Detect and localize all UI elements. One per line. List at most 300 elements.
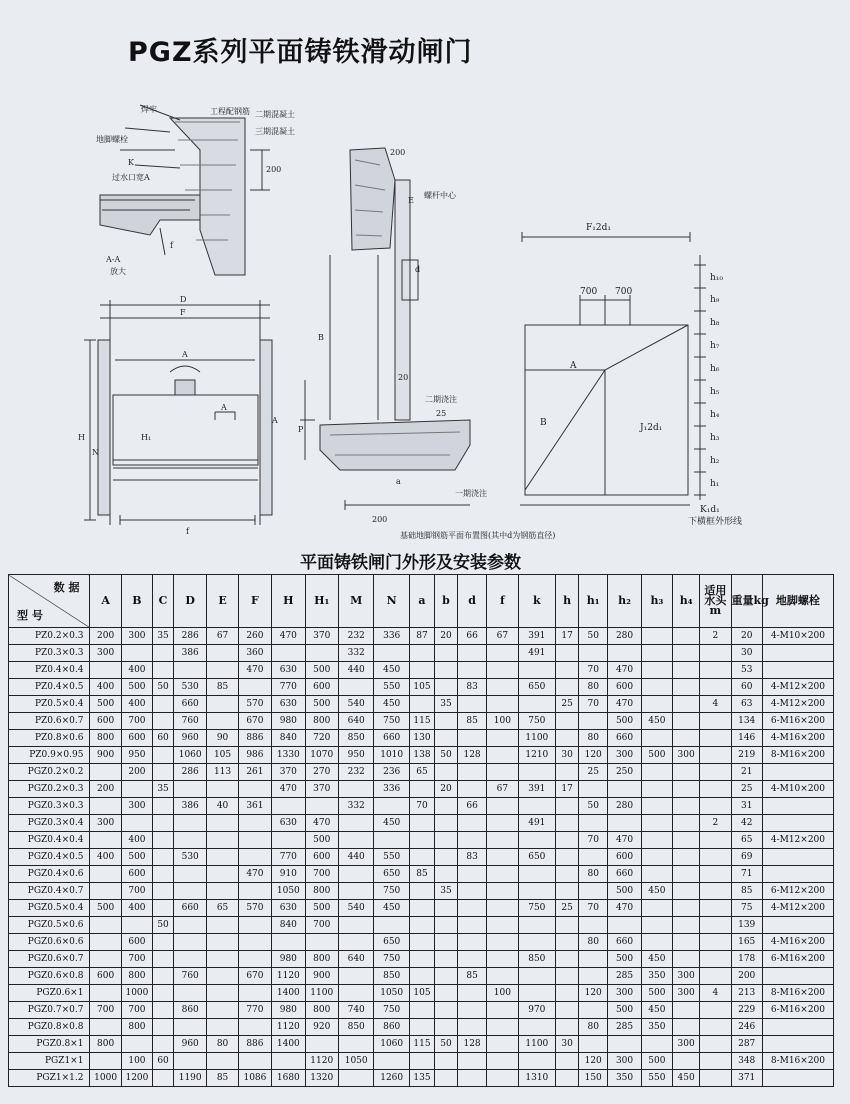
table-cell: 50 <box>153 917 174 934</box>
table-cell: 470 <box>238 866 271 883</box>
table-cell <box>673 679 700 696</box>
spec-table <box>8 574 834 1087</box>
label-f: f <box>170 241 173 250</box>
table-cell: 370 <box>305 628 338 645</box>
table-row <box>9 1053 834 1070</box>
table-cell: 286 <box>173 628 206 645</box>
table-cell: 4 <box>700 696 731 713</box>
table-cell <box>579 1002 608 1019</box>
table-row <box>9 985 834 1002</box>
table-cell <box>409 1002 434 1019</box>
table-cell: 500 <box>305 832 338 849</box>
table-cell <box>641 815 672 832</box>
table-cell <box>556 985 579 1002</box>
label-20: 20 <box>398 373 409 382</box>
model-cell: PGZ0.2×0.2 <box>9 764 90 781</box>
label-stem-center: 螺杆中心 <box>424 191 456 200</box>
table-cell: 850 <box>338 730 374 747</box>
table-cell: 350 <box>641 1019 672 1036</box>
table-cell: 760 <box>173 713 206 730</box>
table-cell: 640 <box>338 713 374 730</box>
table-cell: 640 <box>338 951 374 968</box>
header-col: d <box>457 575 486 628</box>
table-cell <box>409 968 434 985</box>
table-cell <box>153 832 174 849</box>
table-cell: 280 <box>608 798 641 815</box>
table-cell: 600 <box>90 968 121 985</box>
table-cell: 900 <box>90 747 121 764</box>
table-cell: 138 <box>409 747 434 764</box>
table-cell <box>435 645 458 662</box>
table-cell: 1120 <box>305 1053 338 1070</box>
table-cell: 720 <box>305 730 338 747</box>
table-cell: 800 <box>121 968 152 985</box>
label-d-top: D <box>180 295 187 304</box>
table-cell: 40 <box>207 798 238 815</box>
table-cell: 70 <box>579 900 608 917</box>
table-cell: 1000 <box>121 985 152 1002</box>
table-cell: 570 <box>238 696 271 713</box>
table-cell: 69 <box>731 849 762 866</box>
table-cell: 53 <box>731 662 762 679</box>
table-cell: 71 <box>731 866 762 883</box>
table-cell <box>556 968 579 985</box>
table-cell <box>518 968 556 985</box>
table-cell: 80 <box>579 934 608 951</box>
table-cell: 120 <box>579 747 608 764</box>
label-concrete-3: 三期混凝土 <box>255 127 295 136</box>
table-cell <box>207 985 238 1002</box>
table-cell: 80 <box>579 1019 608 1036</box>
table-cell <box>238 985 271 1002</box>
table-cell: 910 <box>272 866 305 883</box>
table-cell: 200 <box>90 781 121 798</box>
table-cell: 550 <box>641 1070 672 1087</box>
table-cell <box>487 866 518 883</box>
table-cell: 65 <box>731 832 762 849</box>
table-cell: 4-M12×200 <box>762 679 833 696</box>
table-cell: 800 <box>305 713 338 730</box>
table-cell <box>700 951 731 968</box>
table-cell: 400 <box>90 849 121 866</box>
table-cell: 700 <box>305 866 338 883</box>
table-cell <box>457 815 486 832</box>
model-cell: PZ0.8×0.6 <box>9 730 90 747</box>
label-enlarged: 放大 <box>110 267 126 276</box>
table-cell: 300 <box>90 815 121 832</box>
table-cell: 30 <box>556 1036 579 1053</box>
table-cell: 1120 <box>272 968 305 985</box>
table-cell <box>700 934 731 951</box>
table-cell <box>762 866 833 883</box>
table-cell <box>556 1002 579 1019</box>
table-cell: 400 <box>121 696 152 713</box>
table-cell <box>579 968 608 985</box>
table-cell <box>238 883 271 900</box>
table-cell: 1120 <box>272 1019 305 1036</box>
table-cell <box>238 1019 271 1036</box>
table-cell: 115 <box>409 1036 434 1053</box>
table-cell: 232 <box>338 764 374 781</box>
front-elevation-drawing <box>84 300 272 525</box>
table-cell <box>579 781 608 798</box>
table-cell: 35 <box>435 883 458 900</box>
table-cell: 105 <box>207 747 238 764</box>
table-cell: 90 <box>207 730 238 747</box>
engineering-drawings <box>0 0 850 545</box>
table-row <box>9 628 834 645</box>
table-cell: 31 <box>731 798 762 815</box>
table-cell: 450 <box>374 696 410 713</box>
table-cell <box>673 1053 700 1070</box>
table-cell <box>238 951 271 968</box>
table-cell <box>487 662 518 679</box>
table-cell: 1310 <box>518 1070 556 1087</box>
table-row <box>9 1036 834 1053</box>
table-cell <box>579 883 608 900</box>
table-cell <box>435 900 458 917</box>
table-cell: 287 <box>731 1036 762 1053</box>
table-cell <box>90 764 121 781</box>
table-cell: 700 <box>90 1002 121 1019</box>
table-cell: 600 <box>90 713 121 730</box>
table-cell: 400 <box>121 900 152 917</box>
table-cell <box>153 713 174 730</box>
table-cell <box>700 1002 731 1019</box>
table-cell <box>153 1036 174 1053</box>
table-cell: 1070 <box>305 747 338 764</box>
table-cell: 6-M16×200 <box>762 713 833 730</box>
table-cell <box>700 1053 731 1070</box>
table-cell: 2 <box>700 628 731 645</box>
table-cell <box>173 1053 206 1070</box>
table-cell: 285 <box>608 1019 641 1036</box>
model-cell: PZ0.9×0.95 <box>9 747 90 764</box>
header-col: h₁ <box>579 575 608 628</box>
table-cell <box>487 1053 518 1070</box>
model-cell: PZ0.6×0.7 <box>9 713 90 730</box>
table-cell: 1680 <box>272 1070 305 1087</box>
table-cell: 491 <box>518 645 556 662</box>
table-cell <box>700 747 731 764</box>
table-cell: 332 <box>338 645 374 662</box>
table-cell: 60 <box>153 1053 174 1070</box>
table-cell <box>435 968 458 985</box>
table-cell: 4-M16×200 <box>762 934 833 951</box>
table-cell <box>673 781 700 798</box>
table-cell: 660 <box>173 696 206 713</box>
table-cell <box>207 917 238 934</box>
table-cell <box>641 832 672 849</box>
model-cell: PZ0.2×0.3 <box>9 628 90 645</box>
table-cell: 1060 <box>173 747 206 764</box>
table-cell <box>457 883 486 900</box>
table-cell <box>518 985 556 1002</box>
table-cell: 850 <box>338 1019 374 1036</box>
table-cell <box>518 883 556 900</box>
table-cell <box>338 815 374 832</box>
table-cell: 80 <box>207 1036 238 1053</box>
label-200: 200 <box>266 165 282 174</box>
table-cell <box>435 934 458 951</box>
page-title: PGZ系列平面铸铁滑动闸门 <box>128 37 473 68</box>
table-cell: 500 <box>305 900 338 917</box>
table-cell <box>153 764 174 781</box>
table-cell: 63 <box>731 696 762 713</box>
table-cell: 500 <box>121 849 152 866</box>
table-cell <box>487 679 518 696</box>
table-cell: 300 <box>121 798 152 815</box>
table-cell <box>556 832 579 849</box>
table-cell <box>556 645 579 662</box>
header-col: h₂ <box>608 575 641 628</box>
label-opening-width: 过水口宽A <box>112 173 150 182</box>
table-cell <box>338 832 374 849</box>
table-cell <box>409 645 434 662</box>
table-cell <box>457 730 486 747</box>
table-cell: 500 <box>608 951 641 968</box>
label-h7: h₇ <box>710 341 720 351</box>
table-cell: 336 <box>374 628 410 645</box>
table-cell <box>153 747 174 764</box>
table-cell: 660 <box>173 900 206 917</box>
table-cell <box>305 1036 338 1053</box>
table-cell: 1190 <box>173 1070 206 1087</box>
table-cell: 66 <box>457 798 486 815</box>
table-cell: 17 <box>556 781 579 798</box>
table-cell: 1010 <box>374 747 410 764</box>
table-cell: 80 <box>579 679 608 696</box>
table-cell: 80 <box>579 730 608 747</box>
table-cell <box>556 1053 579 1070</box>
table-row <box>9 764 834 781</box>
table-row <box>9 883 834 900</box>
table-cell <box>207 951 238 968</box>
table-row <box>9 798 834 815</box>
table-cell <box>487 815 518 832</box>
label-concrete-2: 二期混凝土 <box>255 110 295 119</box>
table-cell: 970 <box>518 1002 556 1019</box>
table-cell <box>435 1019 458 1036</box>
table-cell <box>409 900 434 917</box>
table-cell: 300 <box>90 645 121 662</box>
label-a-marker: A <box>221 403 227 412</box>
table-cell <box>409 1053 434 1070</box>
table-cell <box>409 849 434 866</box>
model-cell: PGZ0.7×0.7 <box>9 1002 90 1019</box>
table-cell: 30 <box>556 747 579 764</box>
table-cell: 25 <box>579 764 608 781</box>
header-col: C <box>153 575 174 628</box>
table-cell <box>487 883 518 900</box>
table-cell <box>673 764 700 781</box>
table-cell <box>762 645 833 662</box>
table-cell <box>487 832 518 849</box>
table-cell <box>762 1019 833 1036</box>
table-cell <box>121 815 152 832</box>
table-cell <box>153 798 174 815</box>
table-cell <box>673 696 700 713</box>
table-cell <box>673 832 700 849</box>
table-cell <box>238 917 271 934</box>
label-weld: 焊牢 <box>141 105 157 114</box>
table-cell: 660 <box>608 934 641 951</box>
table-cell <box>487 645 518 662</box>
table-cell: 250 <box>608 764 641 781</box>
table-cell: 800 <box>121 1019 152 1036</box>
table-cell <box>121 781 152 798</box>
table-cell <box>673 1002 700 1019</box>
table-cell <box>457 1070 486 1087</box>
table-cell <box>700 781 731 798</box>
table-cell: 60 <box>153 730 174 747</box>
table-cell <box>673 730 700 747</box>
table-cell: 470 <box>272 781 305 798</box>
table-cell <box>121 1036 152 1053</box>
table-cell <box>641 866 672 883</box>
table-cell: 500 <box>305 696 338 713</box>
model-cell: PZ0.5×0.4 <box>9 696 90 713</box>
table-cell: 760 <box>173 968 206 985</box>
table-cell: 4-M16×200 <box>762 730 833 747</box>
label-h10: h₁₀ <box>710 273 724 283</box>
table-cell: 500 <box>641 1053 672 1070</box>
label-h8: h₈ <box>710 318 720 328</box>
table-cell <box>556 730 579 747</box>
table-cell <box>608 1036 641 1053</box>
table-cell <box>518 1019 556 1036</box>
table-cell <box>457 645 486 662</box>
label-h2: h₂ <box>710 456 720 466</box>
table-cell: 840 <box>272 917 305 934</box>
table-cell <box>207 696 238 713</box>
table-cell <box>238 815 271 832</box>
model-cell: PZ0.4×0.4 <box>9 662 90 679</box>
table-cell: 219 <box>731 747 762 764</box>
label-h4: h₄ <box>710 410 720 420</box>
table-cell <box>579 645 608 662</box>
table-cell <box>673 798 700 815</box>
table-cell: 670 <box>238 713 271 730</box>
table-cell: 70 <box>579 662 608 679</box>
table-cell <box>409 934 434 951</box>
table-cell <box>173 951 206 968</box>
table-cell <box>435 1070 458 1087</box>
label-e: E <box>408 196 414 205</box>
model-cell: PGZ0.2×0.3 <box>9 781 90 798</box>
table-cell <box>700 798 731 815</box>
table-cell <box>90 917 121 934</box>
table-cell: 500 <box>608 713 641 730</box>
table-cell: 100 <box>487 713 518 730</box>
table-cell: 1100 <box>518 1036 556 1053</box>
table-cell: 65 <box>207 900 238 917</box>
label-f-top: F <box>180 308 186 317</box>
header-col: E <box>207 575 238 628</box>
table-cell <box>238 781 271 798</box>
table-cell: 80 <box>579 866 608 883</box>
table-cell: 386 <box>173 798 206 815</box>
table-cell: 35 <box>153 628 174 645</box>
table-cell <box>641 934 672 951</box>
table-cell: 165 <box>731 934 762 951</box>
table-cell: 270 <box>305 764 338 781</box>
model-cell: PZ0.4×0.5 <box>9 679 90 696</box>
label-p: P <box>298 425 304 434</box>
table-cell <box>457 917 486 934</box>
table-cell <box>374 1053 410 1070</box>
table-cell: 450 <box>641 1002 672 1019</box>
table-cell: 750 <box>374 713 410 730</box>
header-col: 重量kg <box>731 575 762 628</box>
table-cell: 470 <box>608 696 641 713</box>
table-body <box>9 628 834 1087</box>
table-cell <box>518 764 556 781</box>
table-cell <box>272 832 305 849</box>
table-cell: 660 <box>608 730 641 747</box>
model-cell: PGZ0.6×0.8 <box>9 968 90 985</box>
table-cell: 8-M16×200 <box>762 985 833 1002</box>
table-cell: 280 <box>608 628 641 645</box>
table-cell <box>207 781 238 798</box>
table-cell <box>272 798 305 815</box>
table-cell: 2 <box>700 815 731 832</box>
table-cell: 400 <box>90 679 121 696</box>
table-cell <box>700 1070 731 1087</box>
label-rebar: 工程配钢筋 <box>210 107 250 116</box>
table-row <box>9 1002 834 1019</box>
table-cell <box>608 815 641 832</box>
table-cell: 20 <box>731 628 762 645</box>
table-cell <box>762 815 833 832</box>
table-cell: 386 <box>173 645 206 662</box>
table-cell <box>700 730 731 747</box>
table-cell: 470 <box>272 628 305 645</box>
table-cell <box>641 781 672 798</box>
table-cell <box>153 985 174 1002</box>
header-col: A <box>90 575 121 628</box>
table-cell <box>762 798 833 815</box>
table-cell: 1400 <box>272 985 305 1002</box>
table-cell <box>579 713 608 730</box>
table-cell: 1050 <box>272 883 305 900</box>
table-cell: 4-M10×200 <box>762 781 833 798</box>
table-cell: 17 <box>556 628 579 645</box>
table-cell: 85 <box>409 866 434 883</box>
foundation-plan-labels <box>540 223 742 527</box>
label-foundation-plan: 基础地脚钢筋平面布置图(其中d为钢筋直径) <box>400 531 556 540</box>
table-cell <box>673 900 700 917</box>
table-cell <box>173 985 206 1002</box>
table-cell <box>207 883 238 900</box>
header-col: M <box>338 575 374 628</box>
table-cell <box>153 951 174 968</box>
table-cell: 700 <box>305 917 338 934</box>
header-col: k <box>518 575 556 628</box>
table-cell: 1060 <box>374 1036 410 1053</box>
table-cell <box>435 798 458 815</box>
table-row <box>9 747 834 764</box>
label-200-top: 200 <box>390 148 406 157</box>
table-row <box>9 730 834 747</box>
table-row <box>9 696 834 713</box>
table-cell <box>305 645 338 662</box>
table-cell: 850 <box>518 951 556 968</box>
table-cell <box>556 679 579 696</box>
table-cell <box>556 713 579 730</box>
table-cell <box>409 696 434 713</box>
table-cell <box>518 1053 556 1070</box>
